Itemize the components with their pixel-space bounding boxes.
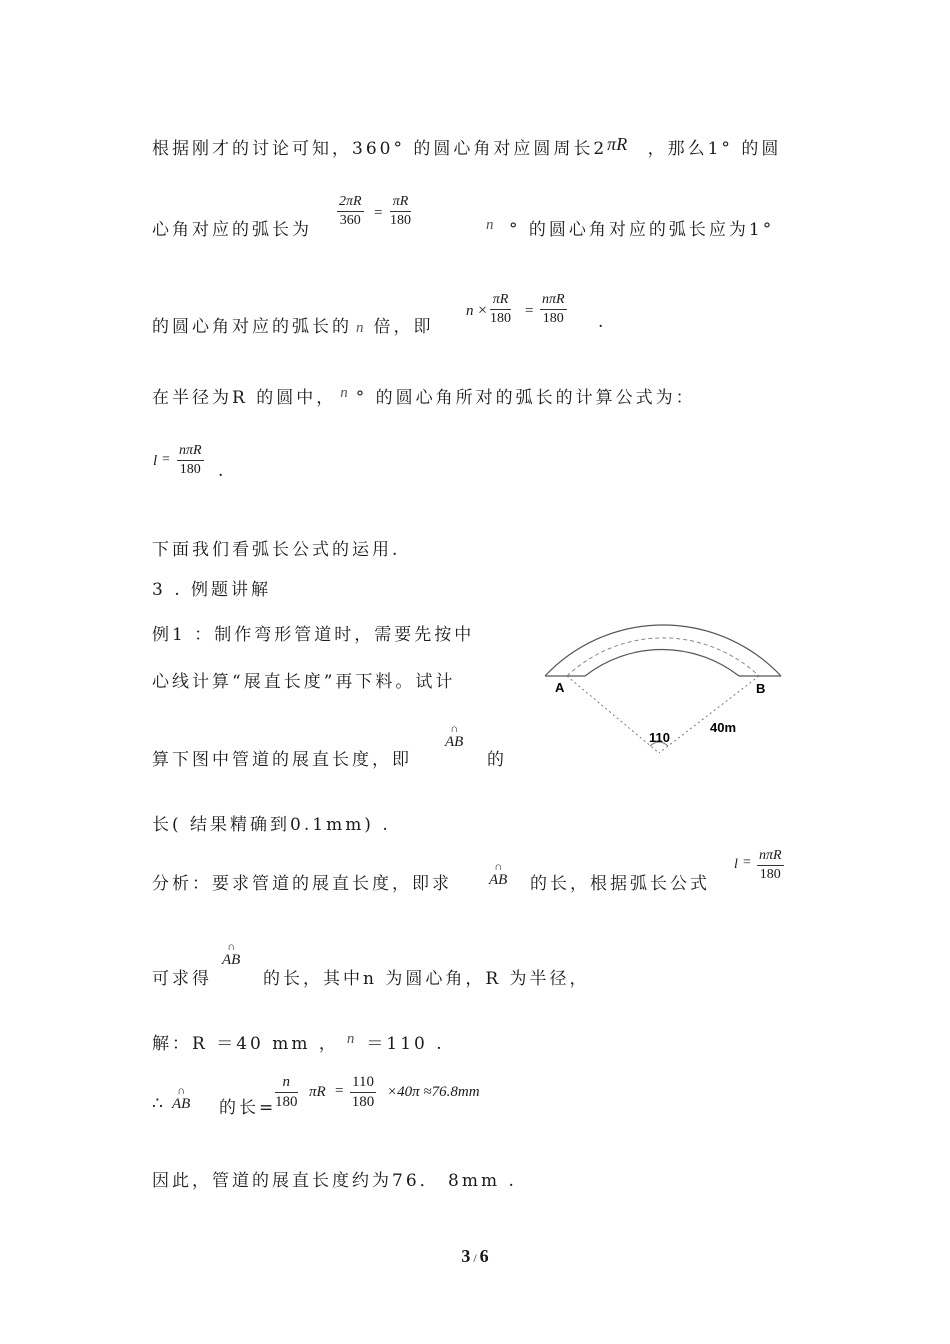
arc-ab-symbol: ∩ AB [489,861,508,888]
analysis-line-1 [152,869,452,894]
text-segment: ° 的圆心角对应的弧长应为1° [509,220,775,240]
math-n: n [346,1031,355,1047]
text-segment: 根据刚才的讨论可知，360° 的圆心角对应圆周长2 [152,139,608,159]
math-l: l [153,453,158,469]
angle-label: 110 [649,730,670,745]
math-result: ×40π ≈76.8mm [387,1084,480,1100]
paragraph-line-2 [152,215,312,240]
text-segment: 心角对应的弧长为 [152,220,312,240]
label-a: A [555,680,565,695]
fraction-2piR-360: $\frac{2\pi R}{360}$ [339,194,362,228]
text-segment: 的长，其中n 为圆心角，R 为半径， [263,969,590,989]
fraction-npiR-180: nπR 180 [179,443,202,477]
text-segment: ° 的圆心角所对的弧长的计算公式为： [355,388,696,408]
text-segment: 算下图中管道的展直长度，即 [152,750,412,770]
text-segment: 在半径为R 的圆中， [152,388,337,408]
equals-sign: = [374,205,383,221]
pipe-figure [538,608,788,768]
arc-ab-symbol: ∩ AB [222,941,241,968]
text-segment: 的长= [219,1098,277,1118]
text-segment: 可求得 [152,969,212,989]
solution-line-1 [152,1029,445,1054]
math-n: n [486,217,494,233]
text-segment: 解：R ＝40 mm ， [152,1034,339,1054]
arc-ab-symbol: ∩ AB [445,723,464,750]
paragraph-line-6: 下面我们看弧长公式的运用. [152,540,401,560]
example-line-3 [152,745,412,770]
fraction-npiR-180: nπR 180 [759,848,782,882]
text-segment: ＝110 . [366,1034,445,1054]
math-n: n [466,303,474,319]
radius-label: 40m [710,720,737,735]
text-segment: 的 [487,750,504,770]
example-line-1: 例1 ：制作弯形管道时，需要先按中 [152,625,475,645]
equals-sign: = [525,303,534,319]
math-n: n [340,385,348,401]
conclusion-line: 因此，管道的展直长度约为76． 8mm . [152,1171,517,1191]
math-l: l [734,857,738,872]
text-segment: 倍，即 [373,317,434,337]
equals-sign: = [162,452,170,467]
times-sign: × [478,302,488,319]
label-b: B [756,681,766,696]
paragraph-line-4 [152,383,696,408]
text-segment: 分析：要求管道的展直长度，即求 [152,874,452,894]
period: . [218,461,224,481]
radius-line-a [567,676,659,753]
outer-arc [545,625,781,676]
text-segment: 的圆心角对应的弧长的 [152,317,352,337]
section-heading: 3 . 例题讲解 [152,580,272,600]
therefore-sign: ∴ [152,1094,163,1114]
period: . [598,312,604,332]
math-pi-r: πR [607,134,628,154]
equals-sign: = [335,1083,344,1099]
equals-sign: = [743,855,751,870]
arc-ab-symbol: ∩ AB [172,1085,191,1112]
text-segment: ，那么1° 的圆 [647,139,782,159]
fraction-110-180: $\frac{110}{180}$ [351,1074,375,1110]
math-n: n [356,320,364,336]
inner-arc [585,649,739,676]
fraction-piR-180: $\frac{\pi R}{180}$ [490,292,511,326]
page-number: 3 / 6 [461,1246,489,1266]
example-line-4: 长( 结果精确到0.1mm) . [152,815,391,835]
paragraph-line-1 [152,134,781,159]
analysis-line-2 [152,964,212,989]
example-line-2: 心线计算“展直长度”再下料。试计 [152,672,456,692]
fraction-n-180: $\frac{n}{180}$ [275,1074,298,1110]
fraction-npiR-180: nπR 180 [542,292,565,326]
fraction-piR-180: $\frac{\pi R}{180}$ [390,194,411,228]
text-segment: 的长，根据弧长公式 [530,874,710,894]
math-pi-r: πR [309,1084,326,1100]
paragraph-line-3 [152,312,434,337]
radius-line-b [659,676,759,753]
